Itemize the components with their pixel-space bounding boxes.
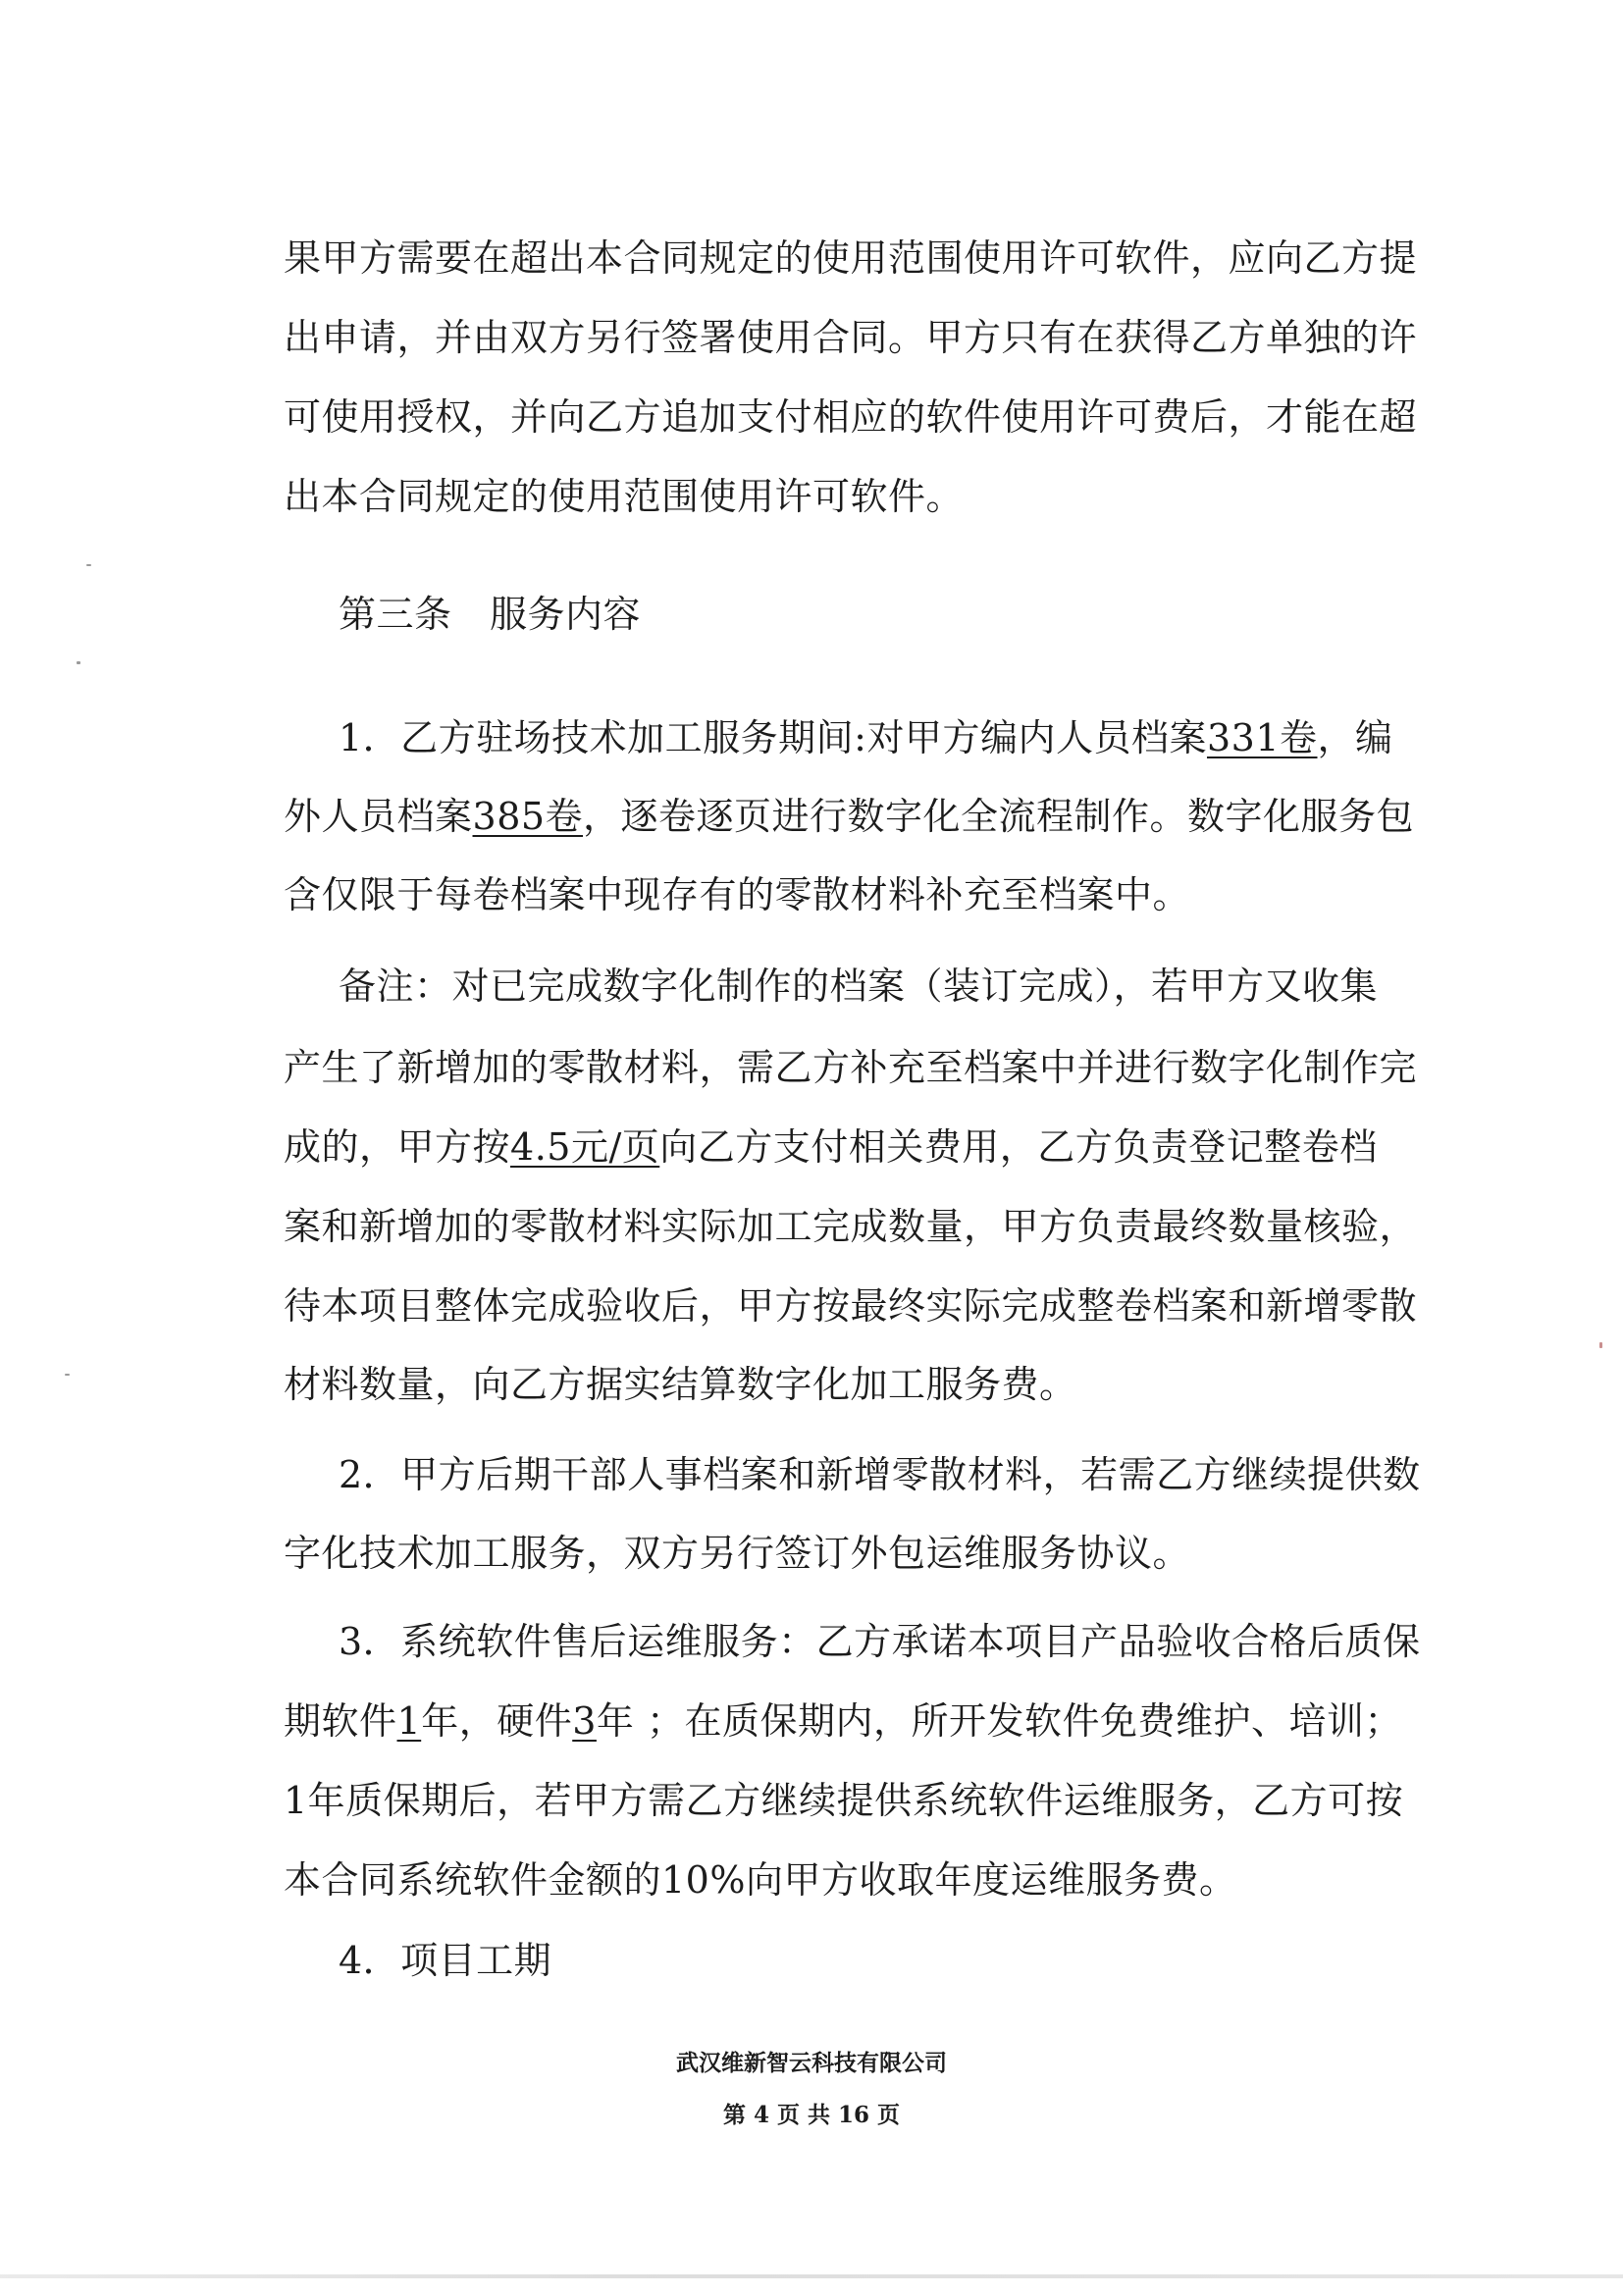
underlined-value: 1 xyxy=(396,1699,422,1743)
underlined-value: 3 xyxy=(572,1699,597,1743)
underlined-value: 4.5元/页 xyxy=(510,1125,660,1169)
note-line: 材料数量，向乙方据实结算数字化加工服务费。 xyxy=(284,1363,1077,1406)
note-line xyxy=(284,1118,1378,1176)
text-segment: 年 ；在质保期内，所开发软件免费维护、培训； xyxy=(596,1699,1402,1743)
body-line: 4．项目工期 xyxy=(339,1939,552,1982)
body-line: 本合同系统软件金额的10%向甲方收取年度运维服务费。 xyxy=(284,1858,1237,1902)
scan-speck xyxy=(1599,1342,1602,1348)
text-segment: 成的，甲方按 xyxy=(284,1125,511,1169)
body-line: 1年质保期后，若甲方需乙方继续提供系统软件运维服务，乙方可按 xyxy=(284,1779,1404,1822)
note-line: 备注：对已完成数字化制作的档案（装订完成），若甲方又收集 xyxy=(339,965,1379,1008)
text-segment: ，编 xyxy=(1317,716,1393,759)
section-heading: 第三条 服务内容 xyxy=(339,593,642,636)
note-line: 案和新增加的零散材料实际加工完成数量，甲方负责最终数量核验， xyxy=(284,1205,1418,1248)
body-line xyxy=(339,708,1393,767)
body-line xyxy=(284,1692,1402,1750)
body-line: 果甲方需要在超出本合同规定的使用范围使用许可软件，应向乙方提 xyxy=(284,236,1418,280)
body-line: 可使用授权，并向乙方追加支付相应的软件使用许可费后，才能在超 xyxy=(284,395,1418,439)
text-segment: 年，硬件 xyxy=(421,1699,573,1743)
scan-edge xyxy=(0,2274,1623,2278)
body-line: 3．系统软件售后运维服务：乙方承诺本项目产品验收合格后质保 xyxy=(339,1620,1421,1663)
body-line: 出本合同规定的使用范围使用许可软件。 xyxy=(284,475,965,518)
body-line: 出申请，并由双方另行签署使用合同。甲方只有在获得乙方单独的许 xyxy=(284,316,1418,359)
scan-speck xyxy=(77,661,80,664)
scan-speck xyxy=(65,1374,70,1376)
footer-page-number: 第 4 页 共 16 页 xyxy=(722,2102,901,2128)
body-line: 字化技术加工服务，双方另行签订外包运维服务协议。 xyxy=(284,1532,1191,1575)
body-line: 2．甲方后期干部人事档案和新增零散材料，若需乙方继续提供数 xyxy=(339,1453,1421,1496)
text-segment: 期软件 xyxy=(284,1699,397,1743)
body-line xyxy=(284,787,1414,846)
text-segment: 1．乙方驻场技术加工服务期间:对甲方编内人员档案 xyxy=(339,716,1207,759)
note-line: 待本项目整体完成验收后，甲方按最终实际完成整卷档案和新增零散 xyxy=(284,1284,1418,1328)
scan-speck xyxy=(86,564,91,566)
underlined-value: 385卷 xyxy=(472,795,584,838)
underlined-value: 331卷 xyxy=(1206,716,1318,759)
note-line: 产生了新增加的零散材料，需乙方补充至档案中并进行数字化制作完 xyxy=(284,1046,1418,1089)
body-line: 含仅限于每卷档案中现存有的零散材料补充至档案中。 xyxy=(284,873,1191,916)
text-segment: ，逐卷逐页进行数字化全流程制作。数字化服务包 xyxy=(583,795,1415,838)
text-segment: 外人员档案 xyxy=(284,795,473,838)
text-segment: 向乙方支付相关费用，乙方负责登记整卷档 xyxy=(659,1125,1378,1169)
footer-company: 武汉维新智云科技有限公司 xyxy=(676,2050,947,2076)
